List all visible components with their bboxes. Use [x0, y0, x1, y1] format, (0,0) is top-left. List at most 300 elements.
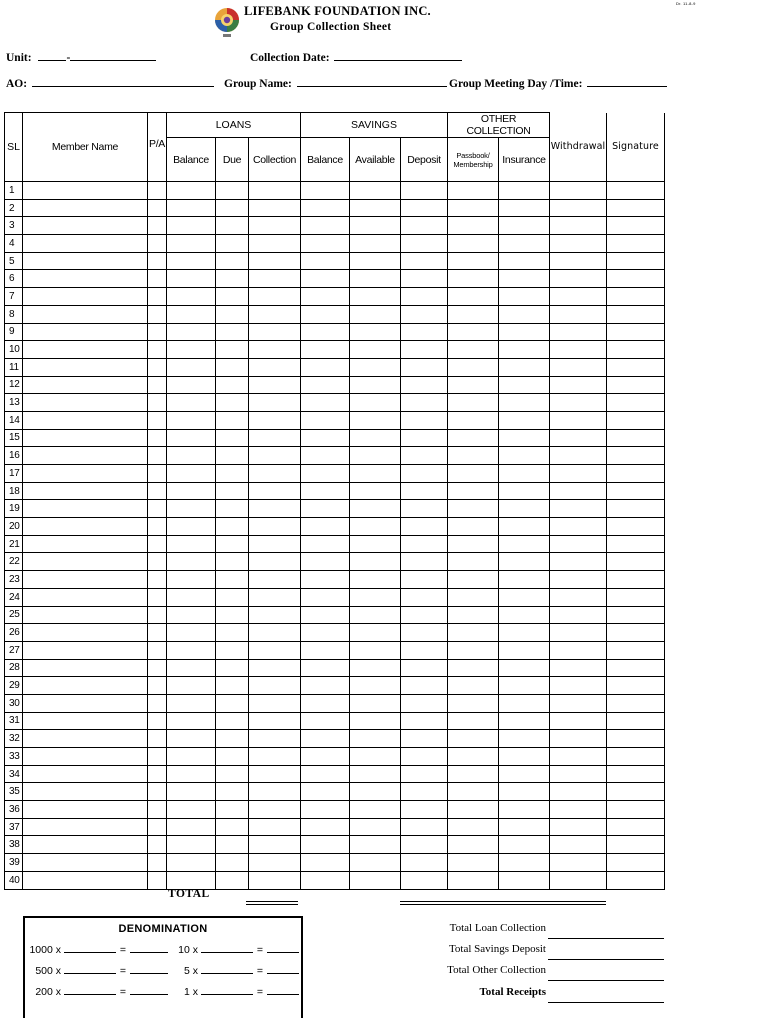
table-cell[interactable] — [167, 606, 216, 624]
table-cell[interactable] — [23, 765, 148, 783]
table-cell[interactable] — [167, 712, 216, 730]
table-cell[interactable] — [249, 553, 301, 571]
table-cell[interactable] — [448, 694, 499, 712]
table-cell[interactable] — [401, 341, 448, 359]
denomination-amount-line[interactable] — [267, 963, 299, 974]
table-cell[interactable] — [249, 270, 301, 288]
table-cell[interactable] — [148, 235, 167, 253]
table-cell[interactable] — [350, 730, 401, 748]
table-cell[interactable] — [350, 818, 401, 836]
table-cell[interactable] — [301, 447, 350, 465]
denomination-amount-line[interactable] — [130, 942, 168, 953]
table-cell[interactable] — [148, 694, 167, 712]
table-cell[interactable] — [401, 447, 448, 465]
table-cell[interactable] — [23, 394, 148, 412]
table-cell[interactable] — [550, 376, 607, 394]
table-cell[interactable] — [401, 535, 448, 553]
table-cell[interactable] — [350, 235, 401, 253]
table-cell[interactable] — [216, 199, 249, 217]
table-cell[interactable] — [249, 199, 301, 217]
table-cell[interactable] — [607, 376, 665, 394]
table-cell[interactable] — [607, 305, 665, 323]
table-cell[interactable] — [499, 624, 550, 642]
table-cell[interactable] — [499, 765, 550, 783]
total-receipts-line[interactable] — [548, 1001, 664, 1003]
table-cell[interactable] — [23, 801, 148, 819]
table-cell[interactable] — [550, 411, 607, 429]
table-cell[interactable] — [550, 429, 607, 447]
table-cell[interactable] — [401, 465, 448, 483]
table-cell[interactable] — [23, 712, 148, 730]
table-cell[interactable] — [499, 854, 550, 872]
table-cell[interactable] — [550, 748, 607, 766]
table-cell[interactable] — [499, 871, 550, 889]
ao-line[interactable] — [32, 76, 214, 87]
table-cell[interactable] — [301, 358, 350, 376]
table-cell[interactable] — [448, 447, 499, 465]
table-cell[interactable] — [23, 199, 148, 217]
group-name-line[interactable] — [297, 76, 447, 87]
table-cell[interactable] — [550, 482, 607, 500]
table-cell[interactable] — [167, 270, 216, 288]
table-cell[interactable] — [350, 854, 401, 872]
table-cell[interactable] — [499, 606, 550, 624]
table-cell[interactable] — [550, 801, 607, 819]
table-cell[interactable] — [23, 341, 148, 359]
table-cell[interactable] — [148, 429, 167, 447]
table-cell[interactable] — [401, 624, 448, 642]
table-cell[interactable] — [216, 358, 249, 376]
table-cell[interactable] — [401, 712, 448, 730]
denomination-amount-line[interactable] — [267, 984, 299, 995]
table-cell[interactable] — [607, 677, 665, 695]
table-cell[interactable] — [23, 235, 148, 253]
table-cell[interactable] — [401, 252, 448, 270]
table-cell[interactable] — [249, 712, 301, 730]
table-cell[interactable] — [301, 854, 350, 872]
table-cell[interactable] — [448, 270, 499, 288]
table-cell[interactable] — [23, 783, 148, 801]
collection-date-line[interactable] — [334, 50, 462, 61]
table-cell[interactable] — [301, 376, 350, 394]
table-cell[interactable] — [301, 411, 350, 429]
table-cell[interactable] — [249, 588, 301, 606]
table-cell[interactable] — [148, 323, 167, 341]
denomination-qty-line[interactable] — [201, 942, 253, 953]
table-cell[interactable] — [607, 235, 665, 253]
table-cell[interactable] — [448, 641, 499, 659]
table-cell[interactable] — [216, 323, 249, 341]
denomination-qty-line[interactable] — [201, 984, 253, 995]
table-cell[interactable] — [301, 871, 350, 889]
table-cell[interactable] — [167, 571, 216, 589]
table-cell[interactable] — [148, 217, 167, 235]
table-cell[interactable] — [499, 235, 550, 253]
table-cell[interactable] — [607, 500, 665, 518]
table-cell[interactable] — [148, 465, 167, 483]
table-cell[interactable] — [301, 429, 350, 447]
table-cell[interactable] — [401, 182, 448, 200]
table-cell[interactable] — [216, 447, 249, 465]
table-cell[interactable] — [350, 571, 401, 589]
table-cell[interactable] — [249, 783, 301, 801]
table-cell[interactable] — [448, 730, 499, 748]
table-cell[interactable] — [607, 394, 665, 412]
table-cell[interactable] — [350, 783, 401, 801]
table-cell[interactable] — [499, 712, 550, 730]
table-cell[interactable] — [249, 447, 301, 465]
table-cell[interactable] — [23, 836, 148, 854]
table-cell[interactable] — [350, 606, 401, 624]
table-cell[interactable] — [550, 323, 607, 341]
table-cell[interactable] — [23, 358, 148, 376]
table-cell[interactable] — [148, 341, 167, 359]
table-cell[interactable] — [550, 500, 607, 518]
table-cell[interactable] — [550, 447, 607, 465]
table-cell[interactable] — [350, 252, 401, 270]
table-cell[interactable] — [167, 818, 216, 836]
table-cell[interactable] — [167, 659, 216, 677]
table-cell[interactable] — [550, 465, 607, 483]
table-cell[interactable] — [23, 694, 148, 712]
table-cell[interactable] — [448, 465, 499, 483]
table-cell[interactable] — [249, 571, 301, 589]
table-cell[interactable] — [301, 783, 350, 801]
table-cell[interactable] — [23, 252, 148, 270]
table-cell[interactable] — [350, 518, 401, 536]
table-cell[interactable] — [167, 465, 216, 483]
table-cell[interactable] — [216, 465, 249, 483]
table-cell[interactable] — [216, 606, 249, 624]
table-cell[interactable] — [301, 730, 350, 748]
table-cell[interactable] — [499, 199, 550, 217]
table-cell[interactable] — [23, 677, 148, 695]
table-cell[interactable] — [448, 217, 499, 235]
table-cell[interactable] — [401, 659, 448, 677]
table-cell[interactable] — [167, 783, 216, 801]
unit-line-1[interactable] — [38, 50, 66, 61]
unit-line-2[interactable] — [70, 50, 156, 61]
table-cell[interactable] — [148, 553, 167, 571]
table-cell[interactable] — [550, 553, 607, 571]
table-cell[interactable] — [448, 305, 499, 323]
table-cell[interactable] — [216, 641, 249, 659]
table-cell[interactable] — [216, 854, 249, 872]
table-cell[interactable] — [499, 553, 550, 571]
table-cell[interactable] — [607, 288, 665, 306]
table-cell[interactable] — [607, 482, 665, 500]
table-cell[interactable] — [550, 836, 607, 854]
table-cell[interactable] — [350, 801, 401, 819]
table-cell[interactable] — [249, 482, 301, 500]
table-cell[interactable] — [401, 305, 448, 323]
table-cell[interactable] — [216, 482, 249, 500]
table-cell[interactable] — [401, 482, 448, 500]
table-cell[interactable] — [301, 624, 350, 642]
table-cell[interactable] — [550, 358, 607, 376]
table-cell[interactable] — [249, 641, 301, 659]
table-cell[interactable] — [550, 765, 607, 783]
table-cell[interactable] — [401, 588, 448, 606]
table-cell[interactable] — [499, 659, 550, 677]
table-cell[interactable] — [401, 199, 448, 217]
table-cell[interactable] — [607, 783, 665, 801]
denomination-qty-line[interactable] — [201, 963, 253, 974]
table-cell[interactable] — [499, 482, 550, 500]
table-cell[interactable] — [148, 748, 167, 766]
table-cell[interactable] — [448, 341, 499, 359]
table-cell[interactable] — [216, 624, 249, 642]
table-cell[interactable] — [350, 500, 401, 518]
table-cell[interactable] — [249, 836, 301, 854]
table-cell[interactable] — [23, 748, 148, 766]
table-cell[interactable] — [401, 854, 448, 872]
table-cell[interactable] — [249, 323, 301, 341]
table-cell[interactable] — [23, 270, 148, 288]
table-cell[interactable] — [499, 641, 550, 659]
table-cell[interactable] — [216, 288, 249, 306]
table-cell[interactable] — [499, 748, 550, 766]
table-cell[interactable] — [550, 694, 607, 712]
table-cell[interactable] — [499, 217, 550, 235]
table-cell[interactable] — [301, 765, 350, 783]
table-cell[interactable] — [301, 801, 350, 819]
table-cell[interactable] — [607, 641, 665, 659]
table-cell[interactable] — [301, 659, 350, 677]
table-cell[interactable] — [148, 641, 167, 659]
table-cell[interactable] — [499, 288, 550, 306]
table-cell[interactable] — [216, 429, 249, 447]
table-cell[interactable] — [301, 694, 350, 712]
table-cell[interactable] — [249, 358, 301, 376]
table-cell[interactable] — [401, 235, 448, 253]
table-cell[interactable] — [249, 871, 301, 889]
table-cell[interactable] — [216, 500, 249, 518]
table-cell[interactable] — [148, 783, 167, 801]
table-cell[interactable] — [216, 270, 249, 288]
table-cell[interactable] — [148, 836, 167, 854]
table-cell[interactable] — [550, 712, 607, 730]
table-cell[interactable] — [167, 411, 216, 429]
table-cell[interactable] — [167, 801, 216, 819]
table-cell[interactable] — [448, 854, 499, 872]
table-cell[interactable] — [148, 518, 167, 536]
table-cell[interactable] — [167, 429, 216, 447]
table-cell[interactable] — [448, 871, 499, 889]
table-cell[interactable] — [301, 641, 350, 659]
table-cell[interactable] — [350, 305, 401, 323]
table-cell[interactable] — [550, 252, 607, 270]
table-cell[interactable] — [550, 659, 607, 677]
table-cell[interactable] — [301, 288, 350, 306]
table-cell[interactable] — [23, 535, 148, 553]
table-cell[interactable] — [550, 588, 607, 606]
table-cell[interactable] — [448, 252, 499, 270]
table-cell[interactable] — [23, 871, 148, 889]
table-cell[interactable] — [499, 694, 550, 712]
table-cell[interactable] — [401, 553, 448, 571]
table-cell[interactable] — [607, 217, 665, 235]
table-cell[interactable] — [216, 783, 249, 801]
table-cell[interactable] — [249, 429, 301, 447]
table-cell[interactable] — [167, 518, 216, 536]
table-cell[interactable] — [448, 429, 499, 447]
table-cell[interactable] — [499, 376, 550, 394]
table-cell[interactable] — [23, 606, 148, 624]
table-cell[interactable] — [401, 358, 448, 376]
table-cell[interactable] — [148, 394, 167, 412]
table-cell[interactable] — [216, 252, 249, 270]
table-cell[interactable] — [607, 465, 665, 483]
table-cell[interactable] — [350, 199, 401, 217]
table-cell[interactable] — [607, 801, 665, 819]
table-cell[interactable] — [167, 482, 216, 500]
table-cell[interactable] — [249, 394, 301, 412]
table-cell[interactable] — [148, 588, 167, 606]
table-cell[interactable] — [301, 394, 350, 412]
table-cell[interactable] — [607, 358, 665, 376]
table-cell[interactable] — [448, 358, 499, 376]
table-cell[interactable] — [448, 836, 499, 854]
table-cell[interactable] — [23, 305, 148, 323]
table-cell[interactable] — [499, 535, 550, 553]
table-cell[interactable] — [301, 500, 350, 518]
table-cell[interactable] — [350, 641, 401, 659]
denomination-amount-line[interactable] — [130, 963, 168, 974]
table-cell[interactable] — [499, 783, 550, 801]
table-cell[interactable] — [448, 182, 499, 200]
table-cell[interactable] — [167, 447, 216, 465]
denomination-qty-line[interactable] — [64, 984, 116, 995]
table-cell[interactable] — [301, 518, 350, 536]
table-cell[interactable] — [607, 252, 665, 270]
table-cell[interactable] — [148, 730, 167, 748]
denomination-qty-line[interactable] — [64, 942, 116, 953]
table-cell[interactable] — [23, 818, 148, 836]
table-cell[interactable] — [167, 588, 216, 606]
table-cell[interactable] — [216, 376, 249, 394]
table-cell[interactable] — [167, 730, 216, 748]
table-cell[interactable] — [23, 500, 148, 518]
table-cell[interactable] — [216, 677, 249, 695]
table-cell[interactable] — [148, 376, 167, 394]
table-cell[interactable] — [550, 341, 607, 359]
table-cell[interactable] — [148, 659, 167, 677]
table-cell[interactable] — [607, 571, 665, 589]
table-cell[interactable] — [23, 588, 148, 606]
table-cell[interactable] — [301, 252, 350, 270]
table-cell[interactable] — [607, 323, 665, 341]
table-cell[interactable] — [607, 429, 665, 447]
table-cell[interactable] — [448, 518, 499, 536]
table-cell[interactable] — [148, 182, 167, 200]
table-cell[interactable] — [550, 871, 607, 889]
table-cell[interactable] — [249, 305, 301, 323]
table-cell[interactable] — [148, 358, 167, 376]
table-cell[interactable] — [550, 182, 607, 200]
table-cell[interactable] — [23, 376, 148, 394]
table-cell[interactable] — [249, 376, 301, 394]
table-cell[interactable] — [23, 182, 148, 200]
table-cell[interactable] — [499, 411, 550, 429]
table-cell[interactable] — [167, 871, 216, 889]
table-cell[interactable] — [216, 694, 249, 712]
table-cell[interactable] — [550, 854, 607, 872]
table-cell[interactable] — [216, 836, 249, 854]
table-cell[interactable] — [401, 765, 448, 783]
table-cell[interactable] — [350, 429, 401, 447]
table-cell[interactable] — [249, 818, 301, 836]
table-cell[interactable] — [448, 588, 499, 606]
table-cell[interactable] — [216, 535, 249, 553]
table-cell[interactable] — [550, 235, 607, 253]
table-cell[interactable] — [448, 553, 499, 571]
table-cell[interactable] — [249, 518, 301, 536]
table-cell[interactable] — [550, 606, 607, 624]
table-cell[interactable] — [550, 305, 607, 323]
table-cell[interactable] — [350, 358, 401, 376]
table-cell[interactable] — [499, 730, 550, 748]
table-cell[interactable] — [249, 606, 301, 624]
table-cell[interactable] — [607, 535, 665, 553]
table-cell[interactable] — [550, 217, 607, 235]
table-cell[interactable] — [499, 447, 550, 465]
table-cell[interactable] — [216, 571, 249, 589]
table-cell[interactable] — [350, 553, 401, 571]
table-cell[interactable] — [216, 217, 249, 235]
table-cell[interactable] — [401, 783, 448, 801]
table-cell[interactable] — [148, 606, 167, 624]
table-cell[interactable] — [499, 270, 550, 288]
table-cell[interactable] — [249, 694, 301, 712]
table-cell[interactable] — [249, 765, 301, 783]
table-cell[interactable] — [23, 518, 148, 536]
table-cell[interactable] — [350, 588, 401, 606]
table-cell[interactable] — [249, 659, 301, 677]
table-cell[interactable] — [167, 748, 216, 766]
table-cell[interactable] — [350, 376, 401, 394]
table-cell[interactable] — [607, 341, 665, 359]
table-cell[interactable] — [249, 217, 301, 235]
table-cell[interactable] — [550, 535, 607, 553]
table-cell[interactable] — [607, 182, 665, 200]
table-cell[interactable] — [167, 182, 216, 200]
table-cell[interactable] — [216, 341, 249, 359]
table-cell[interactable] — [23, 854, 148, 872]
table-cell[interactable] — [148, 818, 167, 836]
table-cell[interactable] — [401, 270, 448, 288]
table-cell[interactable] — [23, 447, 148, 465]
table-cell[interactable] — [249, 411, 301, 429]
table-cell[interactable] — [448, 712, 499, 730]
table-cell[interactable] — [148, 447, 167, 465]
table-cell[interactable] — [216, 411, 249, 429]
table-cell[interactable] — [448, 235, 499, 253]
table-cell[interactable] — [350, 871, 401, 889]
table-cell[interactable] — [301, 323, 350, 341]
table-cell[interactable] — [401, 571, 448, 589]
table-cell[interactable] — [148, 199, 167, 217]
table-cell[interactable] — [167, 394, 216, 412]
table-cell[interactable] — [249, 677, 301, 695]
table-cell[interactable] — [23, 288, 148, 306]
table-cell[interactable] — [350, 694, 401, 712]
table-cell[interactable] — [550, 199, 607, 217]
table-cell[interactable] — [167, 235, 216, 253]
table-cell[interactable] — [301, 606, 350, 624]
table-cell[interactable] — [167, 535, 216, 553]
table-cell[interactable] — [148, 677, 167, 695]
